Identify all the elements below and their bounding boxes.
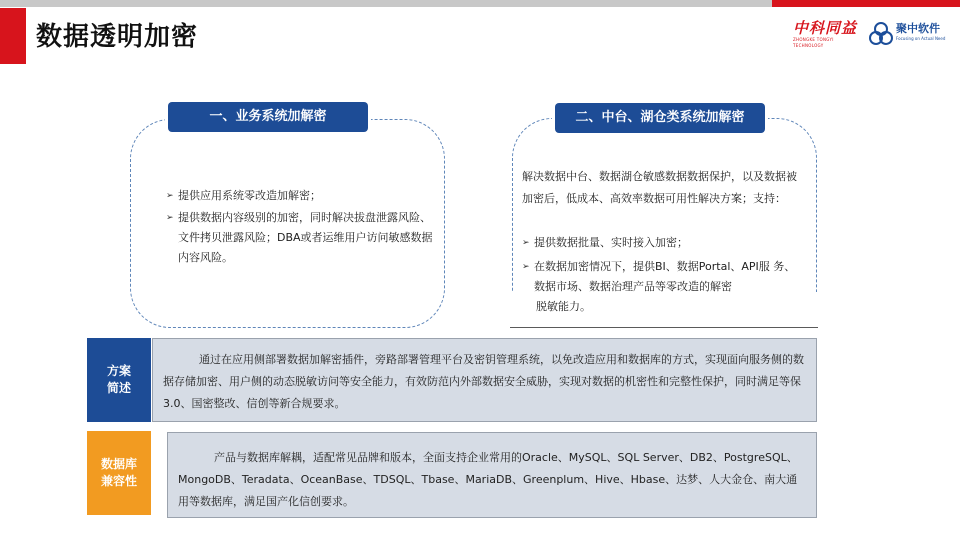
scheme-text: 通过在应用侧部署数据加解密插件，旁路部署管理平台及密钥管理系统，以免改造应用和数据库的方式，实现面向服务侧的数据存储加密、用户侧的动态脱敏访问等安全能力，有效防范内外部数据安全威胁，实现对数据的机密性和完整性保护，同时满足等保3.0、国密整改、信创等新合规要求。 [163,353,804,410]
juzhong-logo [896,22,958,48]
bullet-text: 提供数据批量、实时接入加密； [534,236,688,249]
list-item [166,186,434,206]
zhongke-logo [793,20,861,48]
juzhong-logo-subtext: Focusing on Actual Need [896,36,946,41]
scheme-label [87,338,151,422]
compat-label-line1: 数据库 [100,457,137,471]
juzhong-logo-icon [868,21,894,47]
arrow-bullet-icon: ➢ [166,191,174,201]
juzhong-logo-text: 聚中软件 [896,22,940,35]
title-accent-bar [0,8,26,64]
business-system-bullets [166,186,434,270]
bullet-text: 提供应用系统零改造加解密； [178,189,321,202]
list-item [522,257,806,297]
data-platform-heading: 二、中台、湖仓类系统加解密 [555,103,765,133]
divider-line [510,327,818,328]
compat-label [87,431,151,515]
data-platform-intro: 解决数据中台、数据湖仓敏感数据数据保护，以及数据被加密后，低成本、高效率数据可用性解决方案；支持： [522,170,797,205]
arrow-bullet-icon: ➢ [522,262,530,272]
zhongke-logo-subtext: ZHONGKE TONGYI TECHNOLOGY [793,37,834,48]
scheme-description [152,338,817,422]
data-platform-bullets [522,233,806,297]
compat-description [167,432,817,518]
scheme-label-line1: 方案 [106,364,131,378]
arrow-bullet-icon: ➢ [522,238,530,248]
scheme-label-line2: 简述 [106,381,131,395]
arrow-bullet-icon: ➢ [166,213,174,223]
compat-label-line2: 兼容性 [100,474,137,488]
compat-text: 产品与数据库解耦，适配常见品牌和版本，全面支持企业常用的Oracle、MySQL、SQL Server、DB2、PostgreSQL、MongoDB、Teradata、OceanBase、TDSQL、Tbase、MariaDB、Greenplum、Hive、Hbase、达梦、人大金仓、南大通用等数据库，满足国产化信创要求。 [178,451,798,508]
data-platform-trailing: 脱敏能力。 [536,300,591,313]
zhongke-logo-text: 中科同益 [793,19,858,37]
top-bar-accent [772,0,960,7]
list-item [522,233,806,253]
business-system-heading: 一、业务系统加解密 [168,102,368,132]
bullet-text: 在数据加密情况下，提供BI、数据Portal、API服 务、数据市场、数据治理产品等零改造的解密 [534,260,796,293]
bullet-text: 提供数据内容级别的加密，同时解决拔盘泄露风险、文件拷贝泄露风险；DBA或者运维用户访问敏感数据内容风险。 [178,211,433,264]
page-title: 数据透明加密 [36,22,199,52]
list-item [166,208,434,268]
